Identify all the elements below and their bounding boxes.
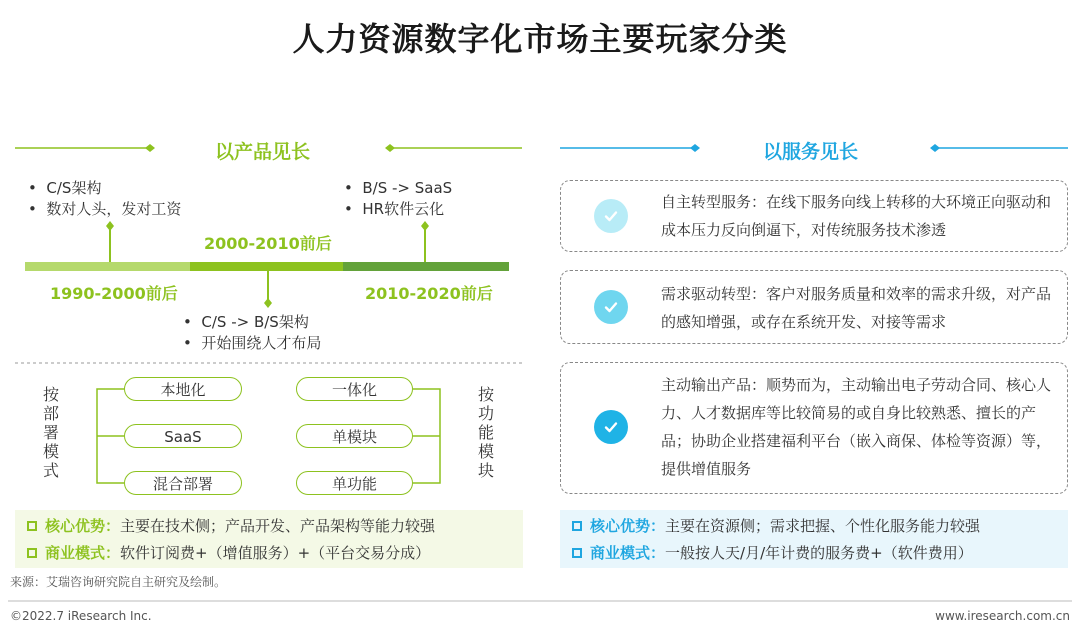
service-card xyxy=(560,270,1068,344)
card-text: 需求驱动转型：客户对服务质量和效率的需求升级，对产品的感知增强，或存在系统开发、对接等需求 xyxy=(661,285,1052,331)
check-icon xyxy=(594,290,628,324)
right-summary xyxy=(560,510,1068,568)
era-label-1990: 1990-2000前后 xyxy=(50,284,178,303)
square-bullet-icon xyxy=(27,521,37,531)
function-module-label: 按功能模块 xyxy=(477,385,494,480)
card-text: 自主转型服务：在线下服务向线上转移的大环境正向驱动和成本压力反向倒逼下，对传统服务技术渗透 xyxy=(661,193,1052,239)
top-right-bullets xyxy=(344,178,452,220)
check-icon xyxy=(594,199,628,233)
pill-local: 本地化 xyxy=(124,377,242,401)
core-advantage-label: 核心优势： xyxy=(45,517,121,535)
check-icon xyxy=(594,410,628,444)
right-section-title: 以服务见长 xyxy=(763,141,859,163)
core-advantage-text: 主要在资源侧；需求把握、个性化服务能力较强 xyxy=(665,517,981,535)
pill-saas: SaaS xyxy=(124,424,242,448)
business-model-text: 软件订阅费+（增值服务）+（平台交易分成） xyxy=(120,544,431,562)
bullet-item: • C/S架构 xyxy=(28,179,102,197)
era-label-2000: 2000-2010前后 xyxy=(204,234,332,253)
business-model-text: 一般按人天/月/年计费的服务费+（软件费用） xyxy=(665,544,973,562)
business-model-label: 商业模式： xyxy=(590,544,666,562)
bullet-item: • C/S -> B/S架构 xyxy=(183,313,309,331)
pill-hybrid: 混合部署 xyxy=(124,471,242,495)
business-model-label: 商业模式： xyxy=(45,544,121,562)
service-card xyxy=(560,180,1068,252)
core-advantage-text: 主要在技术侧；产品开发、产品架构等能力较强 xyxy=(120,517,436,535)
square-bullet-icon xyxy=(27,548,37,558)
top-left-bullets xyxy=(28,178,181,220)
square-bullet-icon xyxy=(572,548,582,558)
left-summary xyxy=(15,510,523,568)
deploy-mode-label: 按部署模式 xyxy=(42,385,59,480)
mid-bullets xyxy=(183,312,321,354)
pill-single-function: 单功能 xyxy=(296,471,413,495)
bullet-item: • B/S -> SaaS xyxy=(344,179,453,197)
left-section-title: 以产品见长 xyxy=(215,141,311,163)
bullet-item: • HR软件云化 xyxy=(344,200,445,218)
copyright: ©2022.7 iResearch Inc. xyxy=(10,609,152,623)
pill-integrated: 一体化 xyxy=(296,377,413,401)
source-note: 来源：艾瑞咨询研究院自主研究及绘制。 xyxy=(10,575,227,589)
bullet-item: • 开始围绕人才布局 xyxy=(183,334,322,352)
era-label-2010: 2010-2020前后 xyxy=(365,284,493,303)
service-card xyxy=(560,362,1068,494)
core-advantage-label: 核心优势： xyxy=(590,517,666,535)
bullet-item: • 数对人头，发对工资 xyxy=(28,200,182,218)
pill-single-module: 单模块 xyxy=(296,424,413,448)
card-text: 主动输出产品：顺势而为，主动输出电子劳动合同、核心人力、人才数据库等比较简易的或自身比较熟悉、擅长的产品；协助企业搭建福利平台（嵌入商保、体检等资源）等，提供增值服务 xyxy=(661,376,1052,478)
page-title: 人力资源数字化市场主要玩家分类 xyxy=(292,20,788,58)
square-bullet-icon xyxy=(572,521,582,531)
website-link[interactable]: www.iresearch.com.cn xyxy=(935,609,1070,623)
